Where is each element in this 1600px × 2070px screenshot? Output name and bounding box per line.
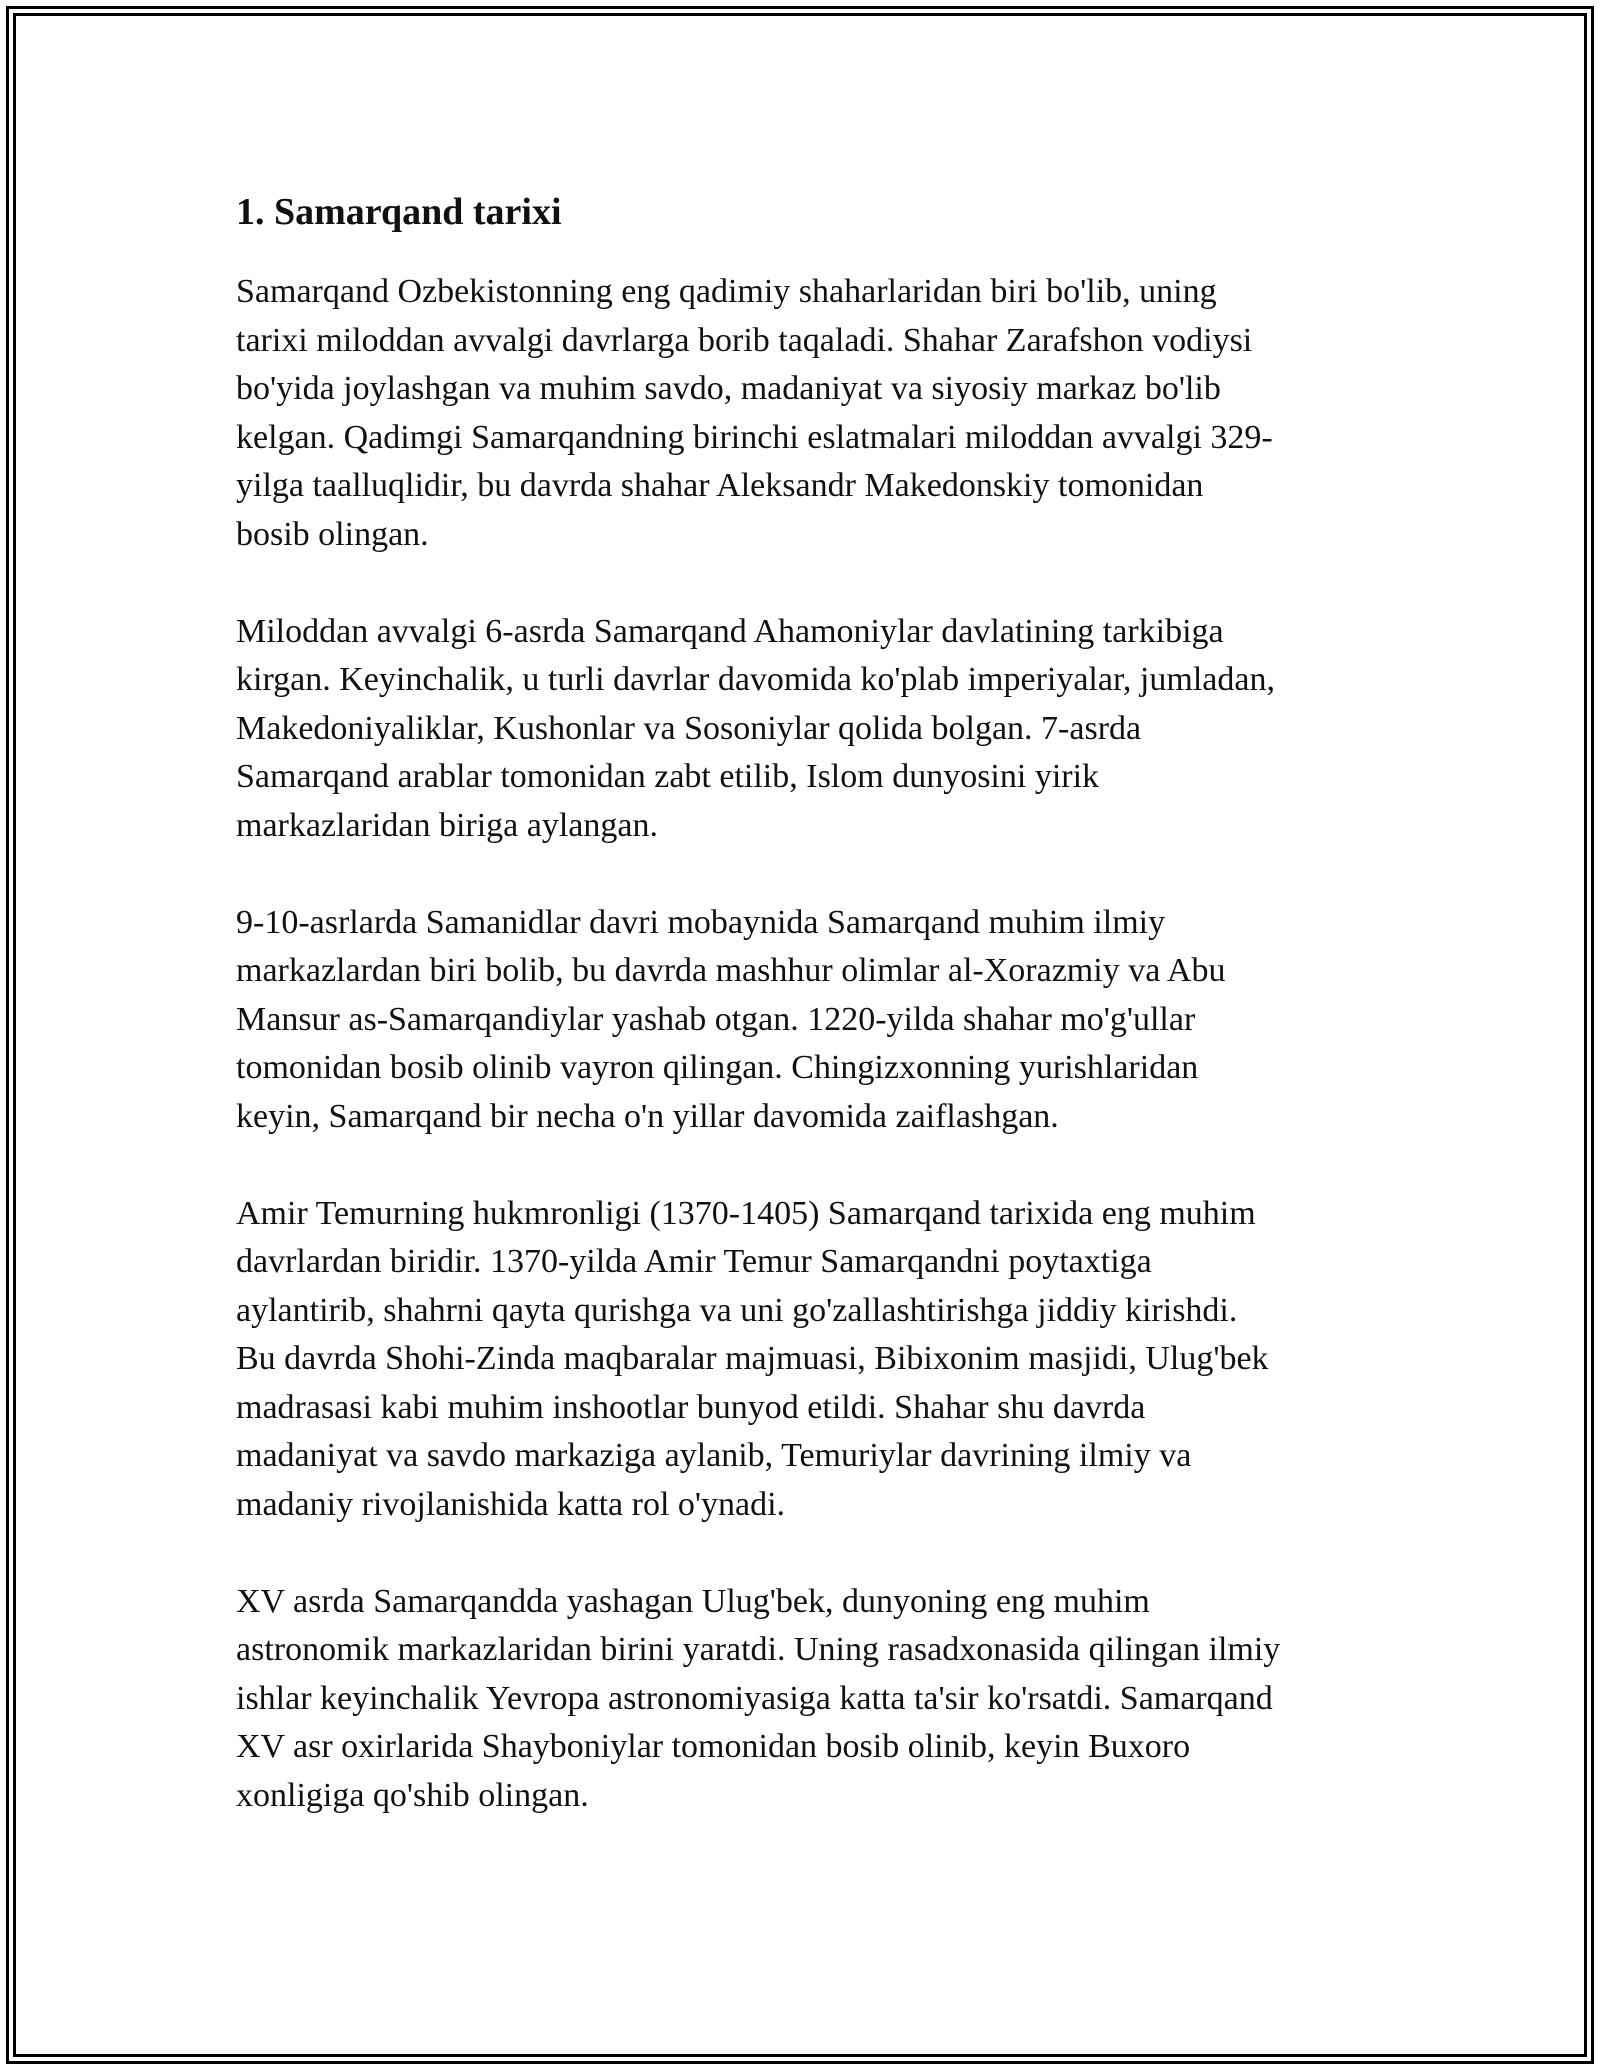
paragraph-4: Amir Temurning hukmronligi (1370-1405) Samarqand tarixida eng muhim davrlardan biridir. 1370-yilda Amir Temur Samarqandni poytaxtiga aylantirib, shahrni qayta qurishga va uni go'zallashtirishga jiddiy kirishdi. Bu davrda Shohi-Zinda maqbaralar majmuasi, Bibixonim masjidi, Ulug'bek madrasasi kabi muhim inshootlar bunyod etildi. Shahar shu davrda madaniyat va savdo markaziga aylanib, Temuriylar davrining ilmiy va madaniy rivojlanishida katta rol o'ynadi. <box>236 1194 1269 1523</box>
section-heading: 1. Samarqand tarixi <box>236 191 562 233</box>
paragraph-1: Samarqand Ozbekistonning eng qadimiy shaharlaridan biri bo'lib, uning tarixi miloddan avvalgi davrlarga borib taqaladi. Shahar Zarafshon vodiysi bo'yida joylashgan va muhim savdo, madaniyat va siyosiy markaz bo'lib kelgan. Qadimgi Samarqandning birinchi eslatmalari miloddan avvalgi 329- yilga taalluqlidir, bu davrda shahar Aleksandr Makedonskiy tomonidan bosib olingan. <box>236 273 1273 553</box>
paragraph-5: XV asrda Samarqandda yashagan Ulug'bek, dunyoning eng muhim astronomik markazlaridan birini yaratdi. Uning rasadxonasida qilingan ilmiy ishlar keyinchalik Yevropa astronomiyasiga katta ta'sir ko'rsatdi. Samarqand XV asr oxirlarida Shayboniylar tomonidan bosib olinib, keyin Buxoro xonligiga qo'shib olingan. <box>236 1582 1281 1814</box>
paragraph-2: Miloddan avvalgi 6-asrda Samarqand Ahamoniylar davlatining tarkibiga kirgan. Keyinchalik, u turli davrlar davomida ko'plab imperiyalar, jumladan, Makedoniyaliklar, Kushonlar va Sosoniylar qolida bolgan. 7-asrda Samarqand arablar tomonidan zabt etilib, Islom dunyosini yirik markazlaridan biriga aylangan. <box>236 612 1275 844</box>
paragraph-3: 9-10-asrlarda Samanidlar davri mobaynida Samarqand muhim ilmiy markazlardan biri bolib, bu davrda mashhur olimlar al-Xorazmiy va Abu Mansur as-Samarqandiylar yashab otgan. 1220-yilda shahar mo'g'ullar tomonidan bosib olinib vayron qilingan. Chingizxonning yurishlaridan keyin, Samarqand bir necha o'n yillar davomida zaiflashgan. <box>236 903 1226 1135</box>
document-body <box>236 184 1366 1869</box>
